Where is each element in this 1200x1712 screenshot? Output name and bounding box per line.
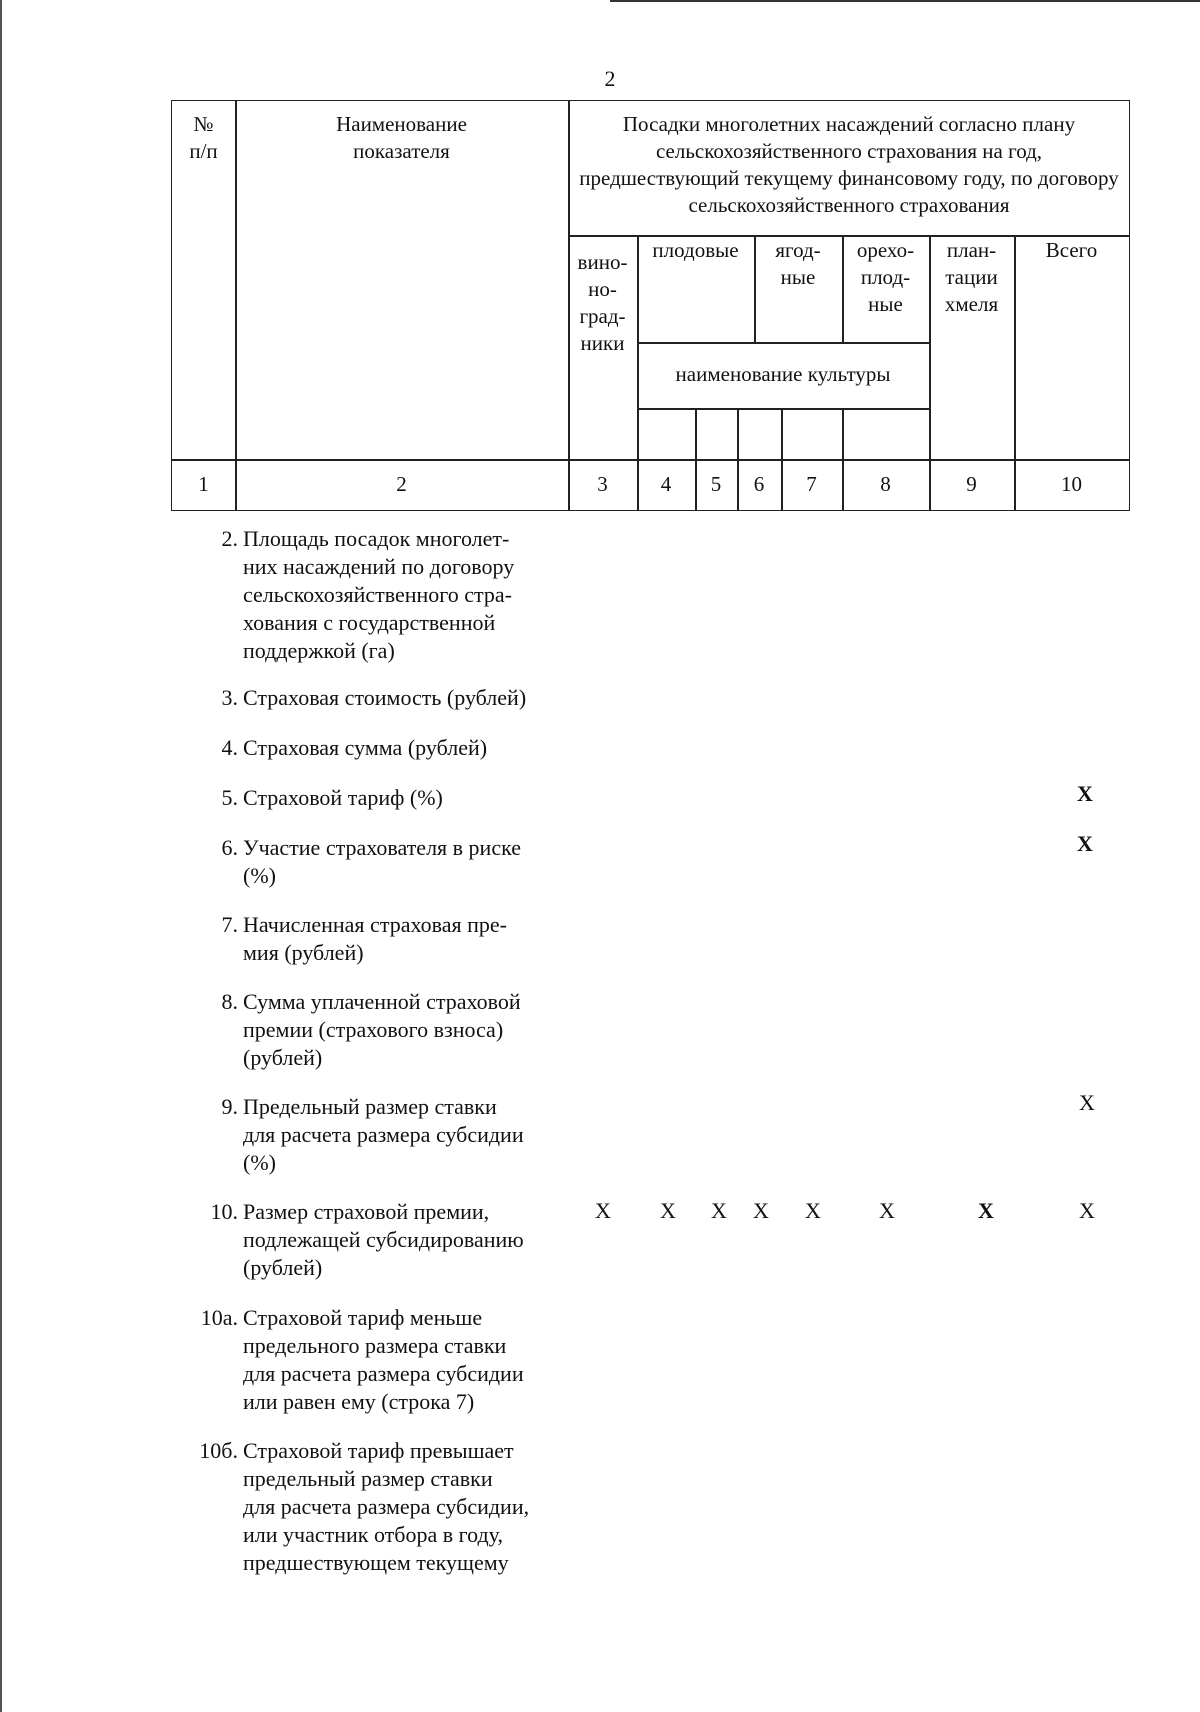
- x-mark: Х: [1077, 831, 1093, 856]
- header-vineyards: вино- но- град- ники: [577, 250, 628, 355]
- header-nut: орехо- плод- ные: [856, 238, 915, 316]
- header-name: Наименование показателя: [336, 112, 467, 163]
- col-number: 2: [396, 472, 407, 496]
- row-label: Площадь посадок многолет- них насаждений по договору сельскохозяйственного стра- хования с государственной поддержкой (га): [243, 526, 515, 663]
- col-number: 9: [966, 472, 977, 496]
- x-mark: Х: [1079, 1090, 1095, 1115]
- x-mark: Х: [753, 1198, 769, 1223]
- table-header: [171, 100, 1130, 511]
- col-number: 1: [198, 472, 209, 496]
- x-mark: Х: [711, 1198, 727, 1223]
- header-group: Посадки многолетних насаждений согласно плану сельскохозяйственного страхования на год, предшествующий текущему финансовому году, по договору сельскохозяйственного страхования: [579, 112, 1119, 217]
- col-number: 8: [880, 472, 891, 496]
- scan-edge-top: [610, 0, 1200, 2]
- x-mark: Х: [879, 1198, 895, 1223]
- col-number: 3: [597, 472, 608, 496]
- col-number: 6: [753, 472, 765, 496]
- row-label: Сумма уплаченной страховой премии (страхового взноса) (рублей): [243, 989, 521, 1070]
- col-number: 5: [710, 472, 722, 496]
- x-mark: Х: [1079, 1198, 1095, 1223]
- row-label: Начисленная страховая пре- мия (рублей): [243, 912, 507, 965]
- row-label: Страховая стоимость (рублей): [243, 685, 527, 710]
- row-label: Страховой тариф (%): [243, 785, 443, 810]
- x-mark: Х: [660, 1198, 676, 1223]
- row-number: 7.: [221, 912, 238, 937]
- row-label: Предельный размер ставки для расчета размера субсидии (%): [243, 1094, 524, 1175]
- row-number: 6.: [221, 835, 238, 860]
- row-number: 10.: [210, 1199, 238, 1224]
- row-number: 5.: [221, 785, 238, 810]
- row-number: 10а.: [200, 1305, 238, 1330]
- header-fruit: плодовые: [652, 238, 739, 262]
- row-number: 8.: [221, 989, 238, 1014]
- col-number: 10: [1061, 472, 1082, 496]
- row-label: Страховой тариф превышает предельный размер ставки для расчета размера субсидии, или участник отбора в году, предшествующем текущему: [243, 1438, 530, 1575]
- page-number: 2: [604, 66, 616, 91]
- scan-edge-left: [0, 0, 2, 1712]
- header-num: № п/п: [189, 112, 218, 163]
- x-mark: Х: [978, 1198, 994, 1223]
- header-total: Всего: [1045, 238, 1098, 262]
- header-crop-name: наименование культуры: [675, 362, 891, 386]
- col-number: 4: [660, 472, 672, 496]
- x-mark: Х: [805, 1198, 821, 1223]
- header-berry: ягод- ные: [775, 238, 821, 289]
- hline-crop-top: [637, 342, 929, 344]
- row-label: Размер страховой премии, подлежащей субсидированию (рублей): [243, 1199, 524, 1280]
- row-label: Страховой тариф меньше предельного размера ставки для расчета размера субсидии или равен ему (строка 7): [243, 1305, 524, 1414]
- header-hops: план- тации хмеля: [944, 238, 999, 316]
- col-number: 7: [806, 472, 817, 496]
- hline-crop-bottom: [637, 408, 929, 410]
- row-number: 9.: [221, 1094, 238, 1119]
- hline-numbers: [172, 459, 1129, 461]
- row-number: 3.: [221, 685, 238, 710]
- vline-hops-total: [1014, 235, 1016, 510]
- row-label: Страховая сумма (рублей): [243, 735, 488, 760]
- x-mark: Х: [1077, 781, 1093, 806]
- row-number: 2.: [221, 526, 238, 551]
- row-number: 10б.: [199, 1438, 238, 1463]
- row-number: 4.: [221, 735, 238, 760]
- row-label: Участие страхователя в риске (%): [243, 835, 521, 888]
- x-mark: Х: [595, 1198, 611, 1223]
